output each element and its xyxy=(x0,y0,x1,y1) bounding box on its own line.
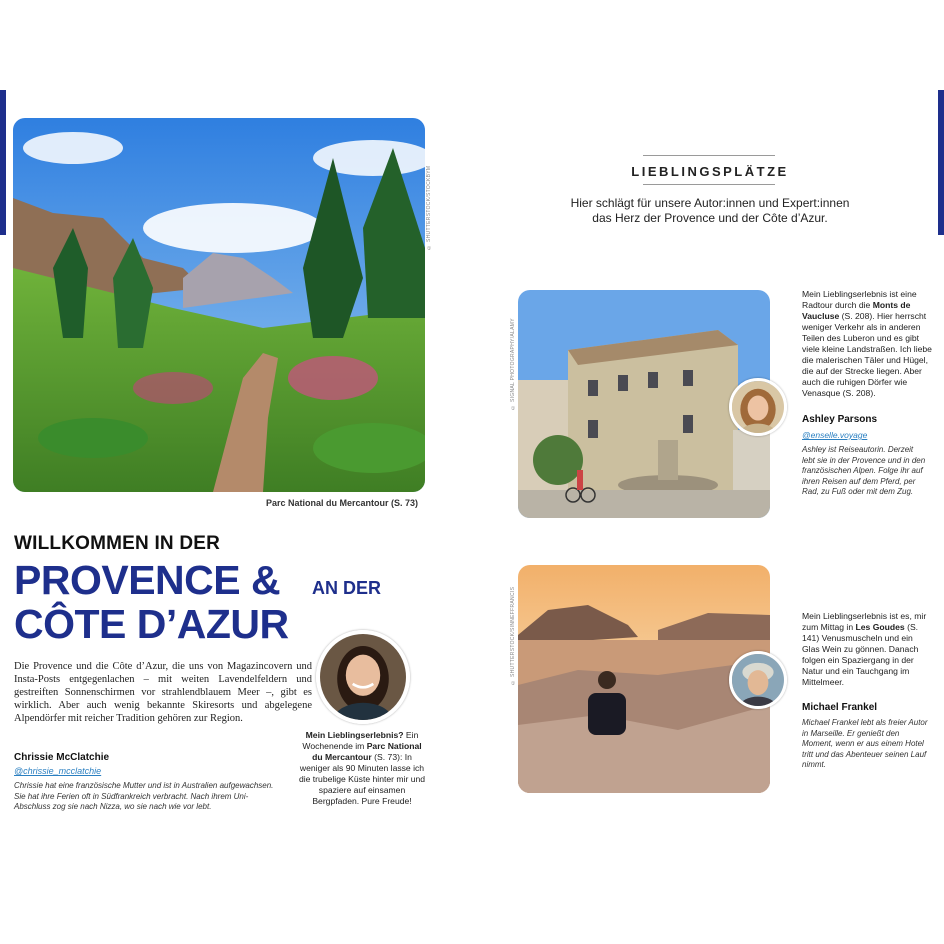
ashley-bio: Ashley ist Reiseautorin. Derzeit lebt sie in der Provence und in den französischen Alpen. Folge ihr auf ihren Reisen auf dem Pferd, per Rad, zu Fuß oder mit dem Zug. xyxy=(802,445,926,496)
chrissie-bio: Chrissie hat eine französische Mutter und ist in Australien aufgewachsen. Sie hat ihre Ferien oft in Südfrankreich verbracht. Nach ihrem Uni-Abschluss zog sie nach Nizza, wo sie nach wie vor lebt. xyxy=(14,781,274,811)
hero-photo-mercantour xyxy=(13,118,425,492)
ashley-name: Ashley Parsons xyxy=(802,414,878,425)
hero-caption: Parc National du Mercantour (S. 73) xyxy=(265,498,418,508)
chrissie-quote-a: Ein Wochenende im xyxy=(302,730,419,751)
chrissie-avatar xyxy=(316,630,410,724)
ashley-quote-place: Monts de Vaucluse xyxy=(802,300,911,321)
title-welcome: WILLKOMMEN IN DER xyxy=(14,533,221,554)
section-subtitle xyxy=(540,196,880,226)
section-rule-top xyxy=(643,155,775,156)
section-subtitle-line2: das Herz der Provence und der Côte d’Azur. xyxy=(592,211,828,225)
chrissie-quote xyxy=(296,730,428,807)
michael-quote-a: Mein Lieblingserlebnis ist es, mir zum Mittag in xyxy=(802,611,927,632)
ashley-handle[interactable]: @enselle.voyage xyxy=(802,430,868,440)
photo-vaucluse-credit: © SIGNAL PHOTOGRAPHY/ALAMY xyxy=(510,318,516,410)
section-rule-bottom xyxy=(643,184,775,185)
intro-paragraph: Die Provence und die Côte d’Azur, die uns von Magazincovern und Insta-Posts entgegenlachen – mit weiten Lavendelfeldern und gestreiften Sonnenschirmen vor strahlendblauem Meer –, gibt es wirklich. Aber auch wenig bekannte Skiresorts und abgelegene Alpendörfer mit reicher Tradition gehören zur Region. xyxy=(14,661,312,724)
title-an-der: AN DER xyxy=(312,578,382,598)
section-label: LIEBLINGSPLÄTZE xyxy=(631,164,789,179)
right-edge-bar xyxy=(938,90,944,235)
michael-name: Michael Frankel xyxy=(802,702,878,713)
michael-quote-b: (S. 141) Venusmuscheln und ein Glas Wein zu gönnen. Danach folgen ein Spaziergang in der Natur und ein Tauchgang im Mittelmeer. xyxy=(802,622,919,687)
chrissie-handle[interactable]: @chrissie_mcclatchie xyxy=(14,766,102,776)
title-provence: PROVENCE & xyxy=(14,557,281,603)
title-cote-dazur: CÔTE D’AZUR xyxy=(14,601,289,647)
chrissie-quote-label: Mein Lieblingserlebnis? xyxy=(305,730,404,740)
michael-avatar xyxy=(729,651,787,709)
ashley-quote-a: Mein Lieblingserlebnis ist eine Radtour durch die xyxy=(802,289,917,310)
section-subtitle-line1: Hier schlägt für unsere Autor:innen und Expert:innen xyxy=(570,196,850,210)
michael-quote-place: Les Goudes xyxy=(855,622,905,632)
photo-les-goudes-credit: © SHUTTERSTOCK/SINNEFFRANCIS xyxy=(510,586,516,685)
ashley-avatar xyxy=(729,378,787,436)
chrissie-quote-place: Parc National du Mercantour xyxy=(312,741,422,762)
ashley-quote-b: (S. 208). Hier herrscht weniger Verkehr als in anderen Teilen des Luberon und es gibt viele kleine Landstraßen. Ich liebe die malerischen Täler und Hügel, die auf der Strecke liegen. Aber auch die ruhigen Dörfer wie Venasque (S. 208). xyxy=(802,311,932,398)
chrissie-quote-b: (S. 73): In weniger als 90 Minuten lasse ich die trubelige Küste hinter mir und spaziere auf einsamen Bergpfaden. Pure Freude! xyxy=(298,752,426,806)
chrissie-name: Chrissie McClatchie xyxy=(14,752,110,763)
michael-quote xyxy=(802,611,932,688)
left-edge-bar xyxy=(0,90,6,235)
hero-photo-credit: © SHUTTERSTOCK/STOCKBYM xyxy=(426,165,432,250)
michael-bio: Michael Frankel lebt als freier Autor in Marseille. Er genießt den Moment, wenn er aus einem Hotel tritt und das Abenteuer seinen Lauf nimmt. xyxy=(802,718,928,769)
ashley-quote xyxy=(802,289,932,399)
